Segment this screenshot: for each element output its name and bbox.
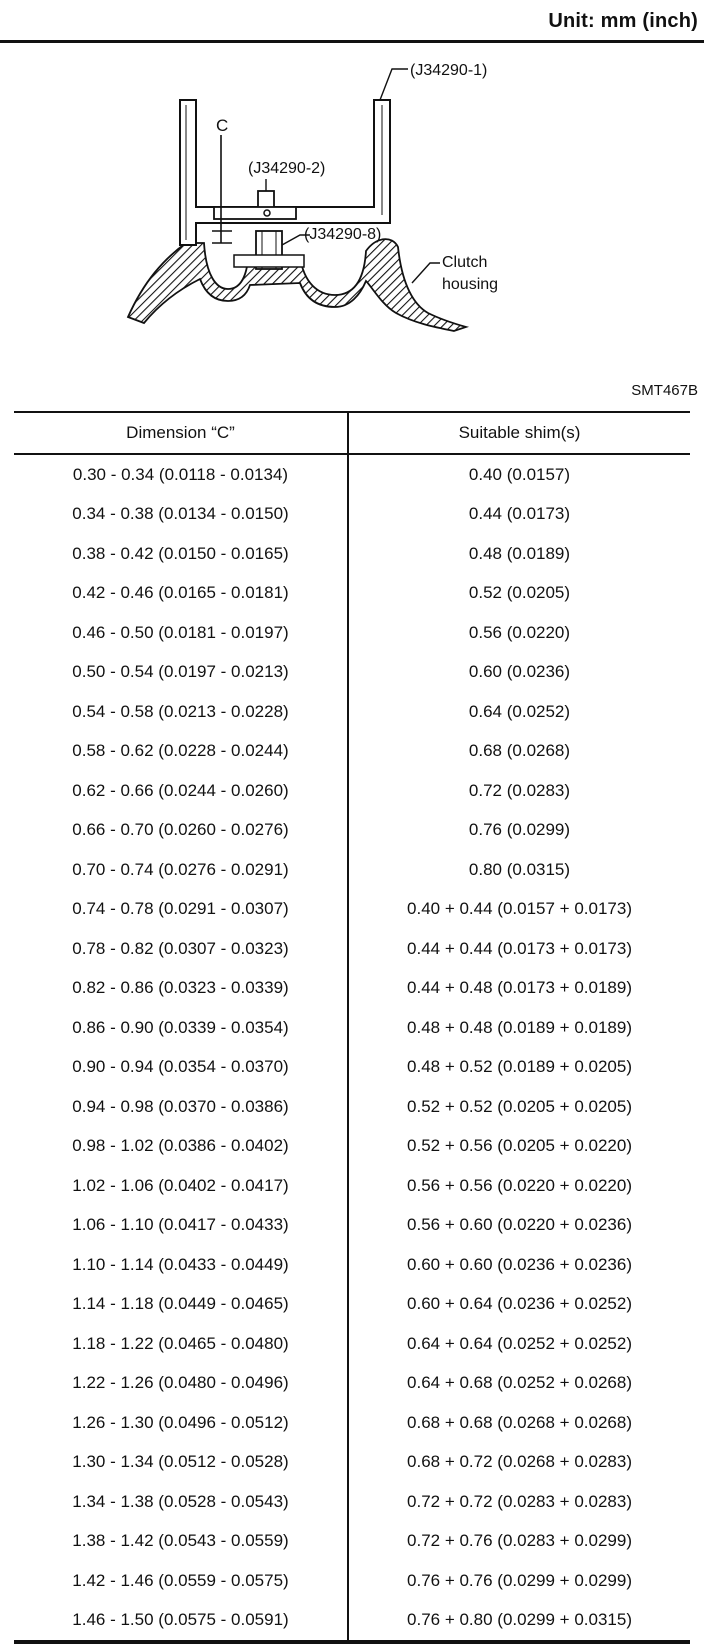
table-row <box>14 1522 690 1562</box>
header-suitable-shims: Suitable shim(s) <box>348 412 690 454</box>
dimension-c-cell: 0.98 - 1.02 (0.0386 - 0.0402) <box>14 1127 348 1167</box>
suitable-shim-cell: 0.44 + 0.44 (0.0173 + 0.0173) <box>407 938 632 958</box>
suitable-shim-cell: 0.64 + 0.64 (0.0252 + 0.0252) <box>407 1333 632 1353</box>
dimension-c-cell: 1.14 - 1.18 (0.0449 - 0.0465) <box>14 1285 348 1325</box>
tool-j34290-2-bar <box>214 207 296 219</box>
table-row <box>14 1166 690 1206</box>
dimension-c-cell: 1.30 - 1.34 (0.0512 - 0.0528) <box>14 1443 348 1483</box>
table-body <box>14 454 690 1642</box>
clutch-housing-shape <box>128 239 466 331</box>
table-row <box>14 1324 690 1364</box>
dimension-c-cell: 1.46 - 1.50 (0.0575 - 0.0591) <box>14 1601 348 1643</box>
table-row <box>14 890 690 930</box>
dimension-c-cell: 0.78 - 0.82 (0.0307 - 0.0323) <box>14 929 348 969</box>
dimension-c-cell: 0.50 - 0.54 (0.0197 - 0.0213) <box>14 653 348 693</box>
suitable-shim-cell: 0.76 + 0.80 (0.0299 + 0.0315) <box>348 1601 690 1643</box>
suitable-shim-cell: 0.68 (0.0268) <box>468 741 571 761</box>
suitable-shim-cell: 0.48 (0.0189) <box>468 543 571 563</box>
dimension-c-cell: 1.34 - 1.38 (0.0528 - 0.0543) <box>14 1482 348 1522</box>
label-clutch: Clutch <box>442 254 488 271</box>
label-housing: housing <box>442 276 499 293</box>
table-row <box>14 1364 690 1404</box>
tool-diagram <box>0 55 704 355</box>
suitable-shim-cell: 0.52 + 0.52 (0.0205 + 0.0205) <box>407 1096 632 1116</box>
dimension-c-cell: 0.94 - 0.98 (0.0370 - 0.0386) <box>14 1087 348 1127</box>
dimension-c-cell: 0.42 - 0.46 (0.0165 - 0.0181) <box>14 574 348 614</box>
dimension-c-cell: 1.02 - 1.06 (0.0402 - 0.0417) <box>14 1166 348 1206</box>
table-row <box>14 1087 690 1127</box>
table-row <box>14 653 690 693</box>
dimension-c-cell: 0.38 - 0.42 (0.0150 - 0.0165) <box>14 534 348 574</box>
table-row <box>14 495 690 535</box>
dimension-c-cell: 0.34 - 0.38 (0.0134 - 0.0150) <box>14 495 348 535</box>
label-j34290-8: (J34290-8) <box>304 226 382 243</box>
suitable-shim-cell: 0.64 (0.0252) <box>468 701 571 721</box>
table-row <box>14 1482 690 1522</box>
table-row <box>14 771 690 811</box>
label-c: C <box>216 116 229 135</box>
suitable-shim-cell: 0.44 (0.0173) <box>468 504 571 524</box>
table-header-row <box>14 412 690 454</box>
table-row <box>14 1127 690 1167</box>
dimension-c-cell: 1.10 - 1.14 (0.0433 - 0.0449) <box>14 1245 348 1285</box>
figure-code: SMT467B <box>631 382 698 399</box>
table-row <box>14 1403 690 1443</box>
table-row <box>14 850 690 890</box>
table-row <box>14 1601 690 1643</box>
suitable-shim-cell: 0.72 + 0.76 (0.0283 + 0.0299) <box>407 1531 632 1551</box>
dimension-c-cell: 0.30 - 0.34 (0.0118 - 0.0134) <box>14 454 348 495</box>
suitable-shim-cell: 0.56 + 0.56 (0.0220 + 0.0220) <box>407 1175 632 1195</box>
suitable-shim-cell: 0.40 + 0.44 (0.0157 + 0.0173) <box>407 899 632 919</box>
suitable-shim-cell: 0.64 + 0.68 (0.0252 + 0.0268) <box>407 1373 632 1393</box>
suitable-shim-cell: 0.52 + 0.56 (0.0205 + 0.0220) <box>407 1136 632 1156</box>
table-row <box>14 929 690 969</box>
suitable-shim-cell: 0.56 + 0.60 (0.0220 + 0.0236) <box>407 1215 632 1235</box>
dimension-c-cell: 1.22 - 1.26 (0.0480 - 0.0496) <box>14 1364 348 1404</box>
table-row <box>14 534 690 574</box>
dimension-c-cell: 0.62 - 0.66 (0.0244 - 0.0260) <box>14 771 348 811</box>
dimension-c-cell: 0.82 - 0.86 (0.0323 - 0.0339) <box>14 969 348 1009</box>
table-row <box>14 732 690 772</box>
label-j34290-2: (J34290-2) <box>248 160 326 177</box>
suitable-shim-cell: 0.72 + 0.72 (0.0283 + 0.0283) <box>407 1491 632 1511</box>
table-row <box>14 1285 690 1325</box>
table-row <box>14 1206 690 1246</box>
dimension-c-cell: 0.74 - 0.78 (0.0291 - 0.0307) <box>14 890 348 930</box>
suitable-shim-cell: 0.44 + 0.48 (0.0173 + 0.0189) <box>407 978 632 998</box>
header-dimension-c: Dimension “C” <box>14 412 348 454</box>
suitable-shim-cell: 0.68 + 0.72 (0.0268 + 0.0283) <box>407 1452 632 1472</box>
table-row <box>14 1245 690 1285</box>
dimension-c-cell: 0.90 - 0.94 (0.0354 - 0.0370) <box>14 1048 348 1088</box>
suitable-shim-cell: 0.76 (0.0299) <box>468 820 571 840</box>
suitable-shim-cell: 0.76 + 0.76 (0.0299 + 0.0299) <box>407 1570 632 1590</box>
label-j34290-1: (J34290-1) <box>410 62 488 79</box>
table-row <box>14 692 690 732</box>
suitable-shim-cell: 0.56 (0.0220) <box>468 622 571 642</box>
table-row <box>14 1443 690 1483</box>
dimension-c-cell: 1.42 - 1.46 (0.0559 - 0.0575) <box>14 1561 348 1601</box>
dimension-c-cell: 1.26 - 1.30 (0.0496 - 0.0512) <box>14 1403 348 1443</box>
shim-selection-table <box>14 411 690 1644</box>
dimension-c-cell: 1.18 - 1.22 (0.0465 - 0.0480) <box>14 1324 348 1364</box>
suitable-shim-cell: 0.68 + 0.68 (0.0268 + 0.0268) <box>407 1412 632 1432</box>
dimension-c-cell: 0.86 - 0.90 (0.0339 - 0.0354) <box>14 1008 348 1048</box>
dimension-c-cell: 0.70 - 0.74 (0.0276 - 0.0291) <box>14 850 348 890</box>
suitable-shim-cell: 0.80 (0.0315) <box>468 859 571 879</box>
table-row <box>14 811 690 851</box>
suitable-shim-cell: 0.48 + 0.52 (0.0189 + 0.0205) <box>407 1057 632 1077</box>
suitable-shim-cell: 0.72 (0.0283) <box>468 780 571 800</box>
table-row <box>14 1048 690 1088</box>
suitable-shim-cell: 0.60 + 0.64 (0.0236 + 0.0252) <box>407 1294 632 1314</box>
top-rule <box>0 40 704 43</box>
suitable-shim-cell: 0.60 (0.0236) <box>468 662 571 682</box>
table-row <box>14 1008 690 1048</box>
dimension-c-cell: 0.66 - 0.70 (0.0260 - 0.0276) <box>14 811 348 851</box>
table-row <box>14 1561 690 1601</box>
dimension-c-cell: 0.58 - 0.62 (0.0228 - 0.0244) <box>14 732 348 772</box>
dimension-c-cell: 1.38 - 1.42 (0.0543 - 0.0559) <box>14 1522 348 1562</box>
table-row <box>14 574 690 614</box>
unit-header: Unit: mm (inch) <box>548 10 698 32</box>
table-row <box>14 454 690 495</box>
dimension-c-cell: 0.54 - 0.58 (0.0213 - 0.0228) <box>14 692 348 732</box>
suitable-shim-cell: 0.52 (0.0205) <box>468 583 571 603</box>
suitable-shim-cell: 0.60 + 0.60 (0.0236 + 0.0236) <box>407 1254 632 1274</box>
table-row <box>14 613 690 653</box>
table-row <box>14 969 690 1009</box>
dimension-c-cell: 1.06 - 1.10 (0.0417 - 0.0433) <box>14 1206 348 1246</box>
suitable-shim-cell: 0.48 + 0.48 (0.0189 + 0.0189) <box>407 1017 632 1037</box>
dimension-c-cell: 0.46 - 0.50 (0.0181 - 0.0197) <box>14 613 348 653</box>
suitable-shim-cell: 0.40 (0.0157) <box>468 464 571 484</box>
